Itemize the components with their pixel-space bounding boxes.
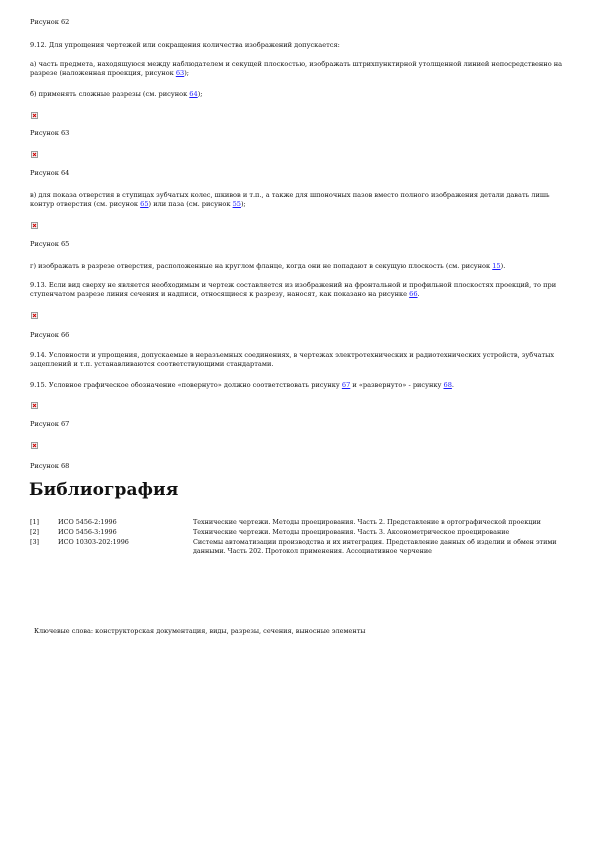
item-a-text: а) часть предмета, находящуюся между наблюдателем и секущей плоскостью, изображать штрихпунктирной утолщенной линией непосредственно на разрезе (наложенная проекция, рисунок bbox=[30, 60, 563, 78]
broken-image-icon bbox=[31, 312, 38, 319]
paragraph-9-14: 9.14. Условности и упрощения, допускаемые в неразъемных соединениях, в чертежах электротехнических и радиотехнических устройств, зубчатых зацеплений и т.п. устанавливаются соответствующими стандартами. bbox=[30, 351, 555, 369]
link-figure-63[interactable]: 63 bbox=[175, 69, 185, 78]
paragraph-9-12: 9.12. Для упрощения чертежей или сокращения количества изображений допускается: bbox=[30, 41, 340, 49]
broken-image-icon bbox=[31, 151, 38, 158]
link-figure-68[interactable]: 68 bbox=[443, 381, 452, 389]
item-g-text: г) изображать в разрезе отверстия, расположенные на круглом фланце, когда они не попадают в секущую плоскость (см. рисунок bbox=[30, 262, 493, 270]
link-figure-66[interactable]: 66 bbox=[409, 290, 418, 299]
paragraph-item-a bbox=[30, 60, 570, 79]
figure-caption-64: Рисунок 64 bbox=[30, 169, 70, 177]
bib-title: Системы автоматизации производства и их интеграция. Представление данных об изделии и обмен этими данными. Часть 202. Протокол применения. Ассоциативное черчение bbox=[193, 538, 557, 555]
bib-code: ИСО 10303-202:1996 bbox=[58, 538, 129, 547]
table-row bbox=[30, 518, 558, 528]
link-figure-65[interactable]: 65 bbox=[140, 200, 149, 209]
figure-caption-68: Рисунок 68 bbox=[30, 462, 70, 470]
broken-image-icon bbox=[31, 112, 38, 119]
item-v-tail: ); bbox=[240, 200, 246, 209]
paragraph-9-15-text: 9.15. Условное графическое обозначение «повернуто» должно соответствовать рисунку bbox=[30, 381, 342, 389]
link-figure-64[interactable]: 64 bbox=[189, 90, 198, 98]
broken-image-icon bbox=[31, 402, 38, 409]
table-row bbox=[30, 538, 558, 556]
bib-number: [3] bbox=[30, 538, 40, 547]
paragraph-item-b bbox=[30, 90, 570, 99]
paragraph-item-v bbox=[30, 191, 570, 210]
link-figure-55[interactable]: 55 bbox=[232, 200, 241, 209]
item-v-mid: ) или паза (см. рисунок bbox=[148, 200, 233, 209]
bib-number: [2] bbox=[30, 528, 40, 537]
item-g-tail: ). bbox=[500, 262, 506, 270]
bib-code: ИСО 5456-3:1996 bbox=[58, 528, 117, 537]
bib-code: ИСО 5456-2:1996 bbox=[58, 518, 117, 526]
paragraph-9-13-tail: . bbox=[417, 290, 420, 299]
broken-image-icon bbox=[31, 442, 38, 449]
figure-caption-62: Рисунок 62 bbox=[30, 18, 70, 26]
link-figure-15[interactable]: 15 bbox=[492, 262, 501, 270]
link-figure-67[interactable]: 67 bbox=[341, 381, 351, 389]
figure-caption-66: Рисунок 66 bbox=[30, 331, 70, 339]
bibliography-heading: Библиография bbox=[29, 480, 179, 500]
bibliography-table bbox=[30, 518, 558, 557]
figure-caption-67: Рисунок 67 bbox=[30, 420, 70, 428]
paragraph-9-15-tail: . bbox=[451, 381, 454, 389]
paragraph-9-13 bbox=[30, 281, 570, 300]
bib-number: [1] bbox=[30, 518, 40, 526]
figure-caption-63: Рисунок 63 bbox=[30, 129, 70, 137]
paragraph-9-13-text: 9.13. Если вид сверху не является необходимым и чертеж составляется из изображений на фронтальной и профильной плоскостях проекций, то при ступенчатом разрезе линия сечения и надписи, относящиеся к разрезу, наносят, как показано на рисунке bbox=[30, 281, 557, 299]
broken-image-icon bbox=[31, 222, 38, 229]
keywords-line: Ключевые слова: конструкторская документация, виды, разрезы, сечения, выносные элементы bbox=[34, 627, 366, 635]
item-b-tail: ); bbox=[197, 90, 203, 98]
paragraph-9-15 bbox=[30, 381, 570, 390]
paragraph-item-g bbox=[30, 262, 570, 271]
bib-title: Технические чертежи. Методы проецирования. Часть 3. Аксонометрическое проецирование bbox=[193, 528, 510, 537]
figure-caption-65: Рисунок 65 bbox=[30, 240, 70, 248]
item-v-text: в) для показа отверстия в ступицах зубчатых колес, шкивов и т.п., а также для шпоночных пазов вместо полного изображения детали давать лишь контур отверстия (см. рисунок bbox=[30, 191, 550, 209]
table-row bbox=[30, 528, 558, 538]
bib-title: Технические чертежи. Методы проецирования. Часть 2. Представление в ортографической проекции bbox=[193, 518, 541, 526]
item-b-text: б) применять сложные разрезы (см. рисунок bbox=[30, 90, 190, 98]
paragraph-9-15-mid: и «развернуто» - рисунку bbox=[350, 381, 444, 389]
item-a-tail: ); bbox=[184, 69, 190, 78]
